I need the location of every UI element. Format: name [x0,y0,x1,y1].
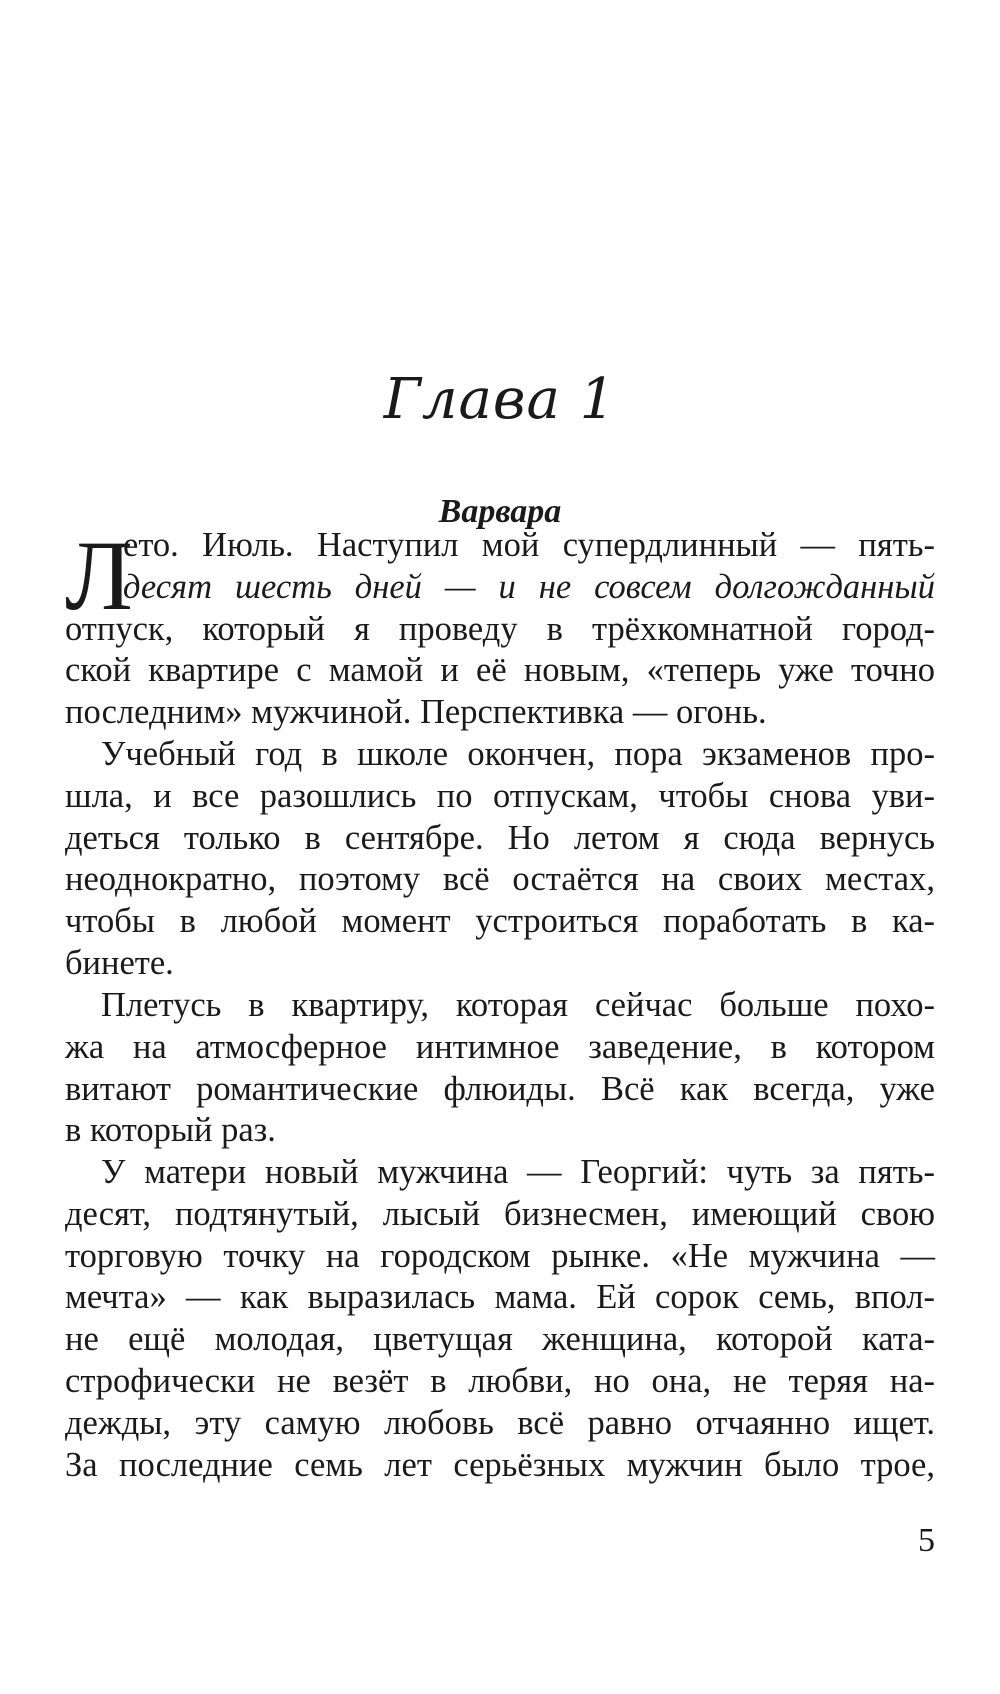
text-line: десят, подтянутый, лысый бизнесмен, имеющий свою [65,1194,935,1233]
text-line: За последние семь лет серьёзных мужчин было трое, [65,1445,935,1484]
text-line: жа на атмосферное интимное заведение, в котором [65,1027,935,1066]
text-line: Плетусь в квартиру, которая сейчас больше похо- [101,986,935,1024]
text-line: деться только в сентябре. Но летом я сюда вернусь [65,818,935,857]
paragraph-4 [65,1152,935,1486]
text-line: дежды, эту самую любовь всё равно отчаянно ищет. [65,1403,935,1442]
text-line: витают романтические флюиды. Всё как всегда, уже [65,1069,935,1108]
text-line: десят шесть дней — и не совсем долгожданный [123,567,935,606]
text-line: Учебный год в школе окончен, пора экзаменов про- [101,735,935,773]
text-line: строфически не везёт в любви, но она, не теряя на- [65,1361,935,1400]
paragraph-1 [65,520,935,734]
text-line: мечта» — как выразилась мама. Ей сорок семь, впол- [65,1278,935,1317]
text-line: У матери новый мужчина — Георгий: чуть за пять- [101,1153,935,1191]
drop-cap: Л [65,520,133,631]
text-line: ской квартире с мамой и её новым, «теперь уже точно [65,651,935,690]
chapter-title: Глава 1 [383,367,617,432]
text-line: не ещё молодая, цветущая женщина, которой ката- [65,1320,935,1359]
paragraph-3 [65,985,935,1152]
text-line: последним» мужчиной. Перспективка — огонь. [65,693,767,732]
text-line: ето. Июль. Наступил мой супердлинный — пять- [123,526,935,564]
page-number: 5 [918,1522,935,1559]
text-line: чтобы в любой момент устроиться поработать в ка- [65,902,935,941]
paragraph-2 [65,734,935,985]
text-line: бинете. [65,943,174,982]
chapter-subtitle: Варвара [438,493,562,530]
text-line: торговую точку на городском рынке. «Не мужчина — [65,1236,935,1275]
text-line: шла, и все разошлись по отпускам, чтобы снова уви- [65,776,935,815]
text-line: неоднократно, поэтому всё остаётся на своих местах, [65,860,935,899]
text-line: в который раз. [65,1111,276,1150]
text-line: отпуск, который я проведу в трёхкомнатной город- [65,609,935,648]
